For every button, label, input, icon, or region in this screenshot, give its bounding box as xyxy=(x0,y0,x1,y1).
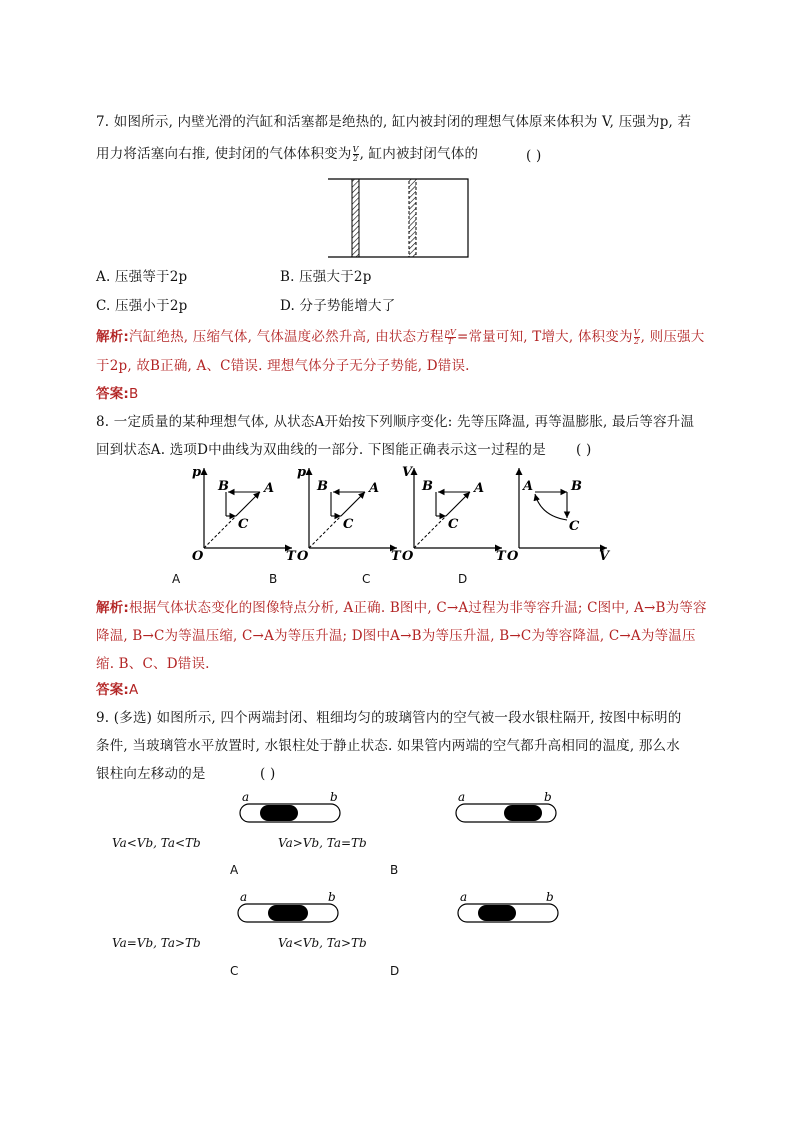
svg-text:b: b xyxy=(330,790,338,804)
piston xyxy=(409,179,416,257)
cylinder-wall xyxy=(328,179,468,257)
q9-tube-c-condition: Va=Vb, Ta>Tb xyxy=(112,936,201,950)
svg-text:A: A xyxy=(523,479,534,494)
q9-tube-label-b: B xyxy=(390,863,399,877)
q9-stem-line3: 银柱向左移动的是 xyxy=(96,766,206,782)
graph-d-x-label: V xyxy=(599,549,610,564)
q7-stem-line2 xyxy=(96,145,478,163)
mercury-column xyxy=(268,905,308,921)
q8-graph-a xyxy=(192,465,297,564)
svg-text:C: C xyxy=(569,519,580,534)
q8-analysis-line1: 解析:根据气体状态变化的图像特点分析, A正确. B图中, C→A过程为非等容升温; C图中, A→B为等容 xyxy=(96,600,707,616)
q9-stem-line2: 条件, 当玻璃管水平放置时, 水银柱处于静止状态. 如果管内两端的空气都升高相同的温度, 那么水 xyxy=(96,738,680,754)
q8-analysis-line3: 缩. B、C、D错误. xyxy=(96,656,210,672)
q8-graph-label-d: D xyxy=(458,572,468,586)
svg-text:C: C xyxy=(238,517,249,532)
q9-tube-label-c: C xyxy=(230,964,239,978)
q9-tube-a-condition: Va<Vb, Ta<Tb xyxy=(112,836,201,850)
q8-stem-line1: 8. 一定质量的某种理想气体, 从状态A开始按下列顺序变化: 先等压降温, 再等温膨胀, 最后等容升温 xyxy=(96,414,695,430)
q7-analysis-label: 解析: xyxy=(96,329,129,345)
q8-graph-label-a: A xyxy=(172,572,181,586)
graph-a-origin: O xyxy=(192,549,204,564)
svg-text:B: B xyxy=(571,479,582,494)
q7-stem-line2-text: 用力将活塞向右推, 使封闭的气体体积变为 xyxy=(96,146,352,162)
q9-answer-paren: ( ) xyxy=(260,766,276,782)
graph-b-y-label: p xyxy=(297,465,307,480)
svg-text:a: a xyxy=(242,790,250,804)
q7-stem-line2-tail: , 缸内被封闭气体的 xyxy=(359,146,479,162)
q7-answer-paren: ( ) xyxy=(526,148,542,164)
svg-text:a: a xyxy=(460,890,468,904)
q9-tube-label-a: A xyxy=(230,863,239,877)
svg-text:b: b xyxy=(328,890,336,904)
mercury-column xyxy=(478,905,516,921)
svg-text:B: B xyxy=(422,479,433,494)
q8-answer: 答案:A xyxy=(96,682,139,698)
svg-text:C: C xyxy=(343,517,354,532)
q7-answer: 答案:B xyxy=(96,386,139,402)
q8-graph-label-b: B xyxy=(269,572,278,586)
q7-state-equation: $\frac{pV}{T}$ xyxy=(444,328,456,346)
q9-tube-label-d: D xyxy=(390,964,400,978)
svg-text:B: B xyxy=(317,479,328,494)
q8-graph-b xyxy=(297,465,402,564)
graph-a-y-label: p xyxy=(192,465,202,480)
q9-tube-d-condition: Va<Vb, Ta>Tb xyxy=(278,936,367,950)
graph-b-origin: O xyxy=(297,549,309,564)
q7-analysis-line1: 解析:汽缸绝热, 压缩气体, 气体温度必然升高, 由状态方程 $\frac{pV}{T}$ =常量可知, T增大, 体积变为 $\frac{V}{2}$ , 则压强大 xyxy=(96,328,705,346)
q8-graph-c xyxy=(402,465,507,564)
svg-text:A: A xyxy=(474,481,485,496)
svg-text:a: a xyxy=(458,790,466,804)
graph-c-origin: O xyxy=(402,549,414,564)
q8-answer-value: A xyxy=(129,682,139,698)
q7-option-b: B. 压强大于2p xyxy=(280,269,372,285)
q7-option-d: D. 分子势能增大了 xyxy=(280,298,396,314)
q8-answer-paren: ( ) xyxy=(576,442,592,458)
q9-tube-a xyxy=(236,788,346,828)
svg-text:C: C xyxy=(448,517,459,532)
q9-tube-b-condition: Va>Vb, Ta=Tb xyxy=(278,836,367,850)
svg-text:A: A xyxy=(369,481,380,496)
svg-text:B: B xyxy=(218,479,229,494)
q7-fraction: $\frac{V}{2}$ xyxy=(352,145,359,163)
q8-graph-label-c: C xyxy=(362,572,371,586)
graph-b-x-label: T xyxy=(391,549,401,564)
svg-text:A: A xyxy=(264,481,275,496)
graph-c-x-label: T xyxy=(496,549,506,564)
q9-stem-line1: 9. (多选) 如图所示, 四个两端封闭、粗细均匀的玻璃管内的空气被一段水银柱隔开, 按图中标明的 xyxy=(96,710,682,726)
q7-option-c: C. 压强小于2p xyxy=(96,298,188,314)
q8-analysis-label: 解析: xyxy=(96,600,129,616)
q7-option-a: A. 压强等于2p xyxy=(96,269,188,285)
q9-tube-b xyxy=(452,788,562,828)
q9-tube-c xyxy=(234,888,344,928)
q8-graphs xyxy=(180,460,620,570)
q8-stem-line2: 回到状态A. 选项D中曲线为双曲线的一部分. 下图能正确表示这一过程的是 xyxy=(96,442,546,458)
q7-answer-value: B xyxy=(129,386,139,402)
q7-analysis-line2: 于2p, 故B正确, A、C错误. 理想气体分子无分子势能, D错误. xyxy=(96,358,470,374)
q7-volume-fraction: $\frac{V}{2}$ xyxy=(633,328,640,346)
graph-c-y-label: V xyxy=(402,465,413,480)
q7-stem-line1: 7. 如图所示, 内壁光滑的汽缸和活塞都是绝热的, 缸内被封闭的理想气体原来体积为 V, 压强为p, 若 xyxy=(96,114,692,130)
svg-text:b: b xyxy=(544,790,552,804)
mercury-column xyxy=(504,805,542,821)
q8-graph-d xyxy=(507,468,611,564)
svg-text:a: a xyxy=(240,890,248,904)
q9-tube-d xyxy=(454,888,564,928)
cylinder-end-wall xyxy=(352,179,359,257)
graph-a-x-label: T xyxy=(286,549,296,564)
graph-d-origin: O xyxy=(507,549,519,564)
mercury-column xyxy=(260,805,298,821)
q8-analysis-line2: 降温, B→C为等温压缩, C→A为等压升温; D图中A→B为等压升温, B→C为等容降温, C→A为等温压 xyxy=(96,628,696,644)
q7-cylinder-figure xyxy=(318,170,476,262)
svg-text:b: b xyxy=(546,890,554,904)
